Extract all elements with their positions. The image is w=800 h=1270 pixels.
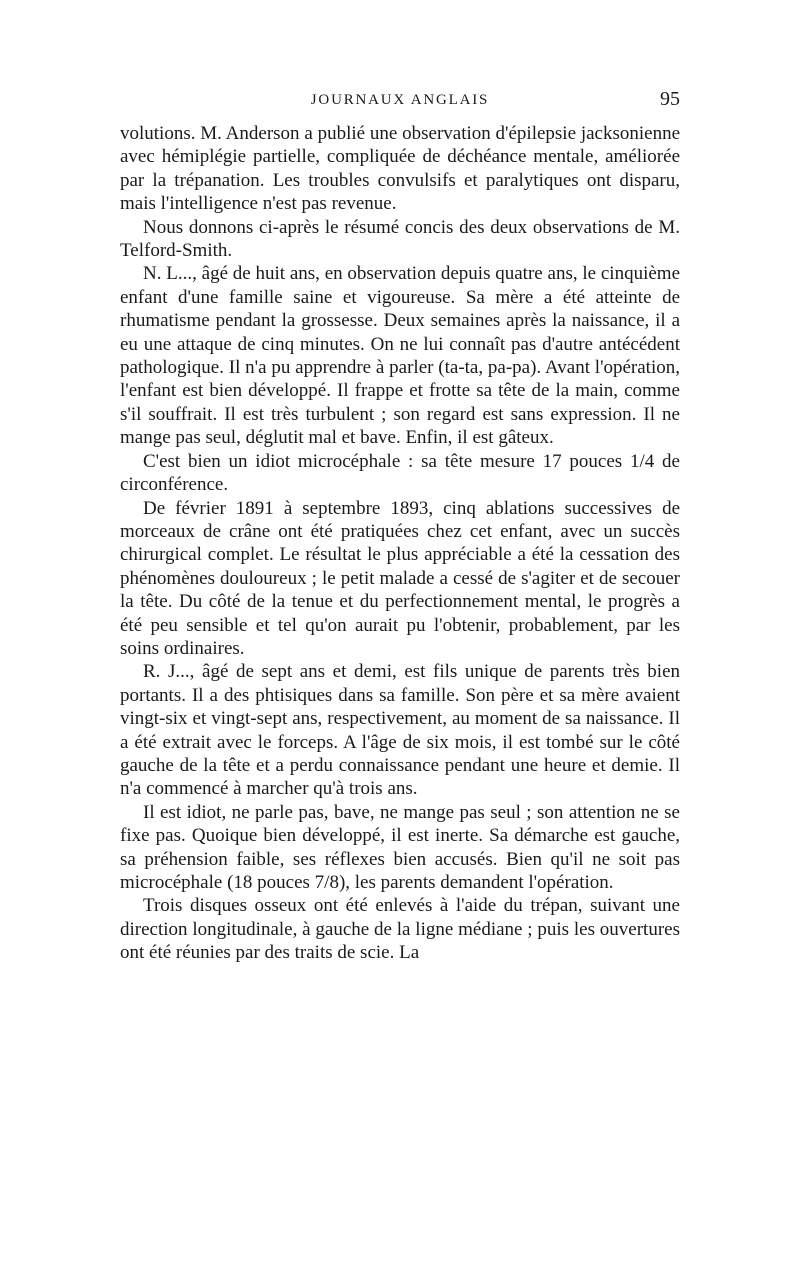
body-text [120,122,680,965]
paragraph-anderson-continued: volutions. M. Anderson a publié une observation d'épilepsie jacksonienne avec hémiplégie partielle, compliquée de déchéance mentale, améliorée par la trépanation. Les troubles convulsifs et paralytiques ont disparu, mais l'intelligence n'est pas revenue. [120,123,680,215]
paragraph-case-rj: R. J..., âgé de sept ans et demi, est fils unique de parents très bien portants. Il a des phtisiques dans sa famille. Son père et sa mère avaient vingt-six et vingt-sept ans, respectivement, au moment de sa naissance. Il a été extrait avec le forceps. A l'âge de six mois, il est tombé sur le côté gauche de la tête et a perdu connaissance pendant une heure et demie. Il n'a commencé à marcher qu'à trois ans. [120,661,680,800]
paragraph-rj-condition: Il est idiot, ne parle pas, bave, ne mange pas seul ; son attention ne se fixe pas. Quoique bien développé, il est inerte. Sa démarche est gauche, sa préhension faible, ses réflexes bien accusés. Bien qu'il ne soit pas microcéphale (18 pouces 7/8), les parents demandent l'opération. [120,801,680,893]
paragraph-case-nl: N. L..., âgé de huit ans, en observation depuis quatre ans, le cinquième enfant d'une famille saine et vigoureuse. Sa mère a été atteinte de rhumatisme pendant la grossesse. Deux semaines après la naissance, il a eu une attaque de cinq minutes. On ne lui connaît pas d'autre antécédent pathologique. Il n'a pu apprendre à parler (ta-ta, pa-pa). Avant l'opération, l'enfant est bien développé. Il frappe et frotte sa tête de la main, comme s'il souffrait. Il est très turbulent ; son regard est sans expression. Il ne mange pas seul, déglutit mal et bave. Enfin, il est gâteux. [120,263,680,449]
page-number: 95 [660,88,680,110]
running-head-title: JOURNAUX ANGLAIS [310,92,490,108]
paragraph-microcephaly: C'est bien un idiot microcéphale : sa tête mesure 17 pouces 1/4 de circonférence. [120,450,680,496]
running-head [120,88,680,116]
paragraph-telford-smith-intro: Nous donnons ci-après le résumé concis des deux observations de M. Telford-Smith. [120,216,680,262]
paragraph-ablations: De février 1891 à septembre 1893, cinq ablations successives de morceaux de crâne ont été pratiquées chez cet enfant, avec un succès chirurgical complet. Le résultat le plus appréciable a été la cessation des phénomènes douloureux ; le petit malade a cessé de s'agiter et de secouer la tête. Du côté de la tenue et du perfectionnement mental, le progrès a été peu sensible et tel qu'on aurait pu l'obtenir, probablement, par les soins ordinaires. [120,497,680,659]
paragraph-trepan: Trois disques osseux ont été enlevés à l'aide du trépan, suivant une direction longitudinale, à gauche de la ligne médiane ; puis les ouvertures ont été réunies par des traits de scie. La [120,895,680,964]
